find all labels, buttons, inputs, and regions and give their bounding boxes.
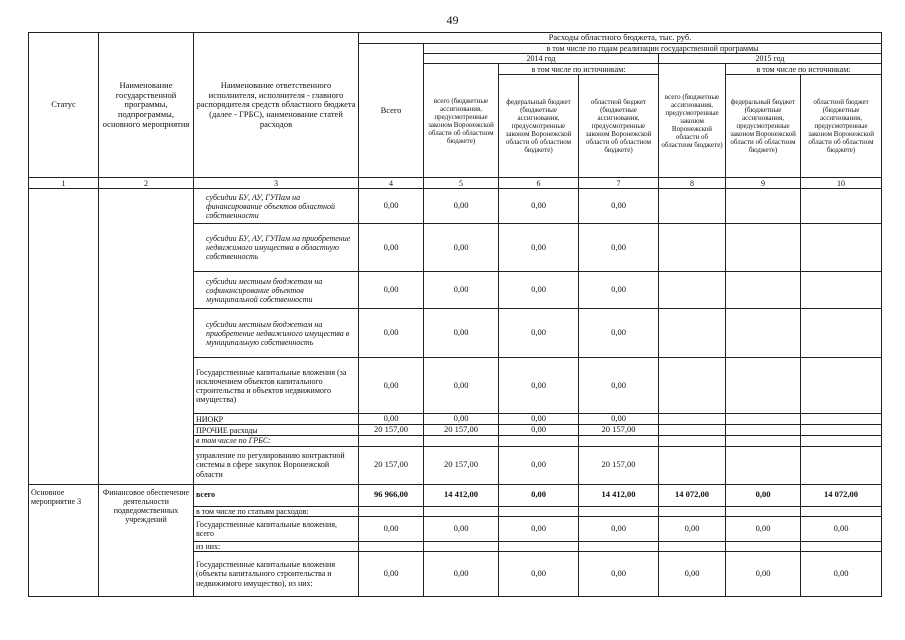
value-cell: 20 157,00 bbox=[359, 425, 424, 436]
value-cell: 0,00 bbox=[579, 309, 659, 358]
value-cell bbox=[801, 309, 882, 358]
column-number: 1 bbox=[29, 178, 99, 189]
header-year-2015: 2015 год bbox=[659, 54, 882, 64]
value-cell: 0,00 bbox=[499, 309, 579, 358]
value-cell: 0,00 bbox=[424, 414, 499, 425]
value-cell bbox=[726, 425, 801, 436]
value-cell bbox=[801, 358, 882, 414]
value-cell: 0,00 bbox=[499, 446, 579, 484]
value-cell: 0,00 bbox=[726, 484, 801, 506]
value-cell bbox=[359, 436, 424, 446]
value-cell: 0,00 bbox=[359, 516, 424, 541]
value-cell: 14 072,00 bbox=[659, 484, 726, 506]
value-cell bbox=[801, 189, 882, 224]
value-cell: 0,00 bbox=[424, 516, 499, 541]
column-number: 3 bbox=[194, 178, 359, 189]
header-federal-2014: федеральный бюджет (бюджетные ассигнования, предусмотренные законом Воронежской области об областном бюджете) bbox=[499, 75, 579, 178]
value-cell: 0,00 bbox=[579, 414, 659, 425]
value-cell: 0,00 bbox=[499, 516, 579, 541]
column-number: 4 bbox=[359, 178, 424, 189]
row-name: субсидии местным бюджетам на софинансирование объектов муниципальной собственности bbox=[194, 272, 359, 309]
value-cell: 0,00 bbox=[499, 224, 579, 272]
value-cell bbox=[726, 506, 801, 516]
value-cell: 0,00 bbox=[424, 189, 499, 224]
value-cell bbox=[726, 436, 801, 446]
row-name: управление по регулированию контрактной системы в сфере закупок Воронежской области bbox=[194, 446, 359, 484]
row-name: Государственные капитальные вложения (за исключением объектов капитального строительства и объектов недвижимого имущества) bbox=[194, 358, 359, 414]
row-name: Государственные капитальные вложения (объекты капитального строительства и недвижимого имущество), из них: bbox=[194, 551, 359, 596]
row-name: из них: bbox=[194, 541, 359, 551]
value-cell: 20 157,00 bbox=[579, 446, 659, 484]
value-cell bbox=[659, 436, 726, 446]
value-cell bbox=[659, 506, 726, 516]
value-cell bbox=[579, 506, 659, 516]
column-number: 2 bbox=[99, 178, 194, 189]
row-name: всего bbox=[194, 484, 359, 506]
row-name: НИОКР bbox=[194, 414, 359, 425]
value-cell bbox=[659, 541, 726, 551]
row-name: в том числе по ГРБС: bbox=[194, 436, 359, 446]
value-cell: 0,00 bbox=[659, 516, 726, 541]
value-cell: 0,00 bbox=[659, 551, 726, 596]
header-program-name: Наименование государственной программы, подпрограммы, основного мероприятия bbox=[99, 33, 194, 178]
header-sources-2014: в том числе по источникам: bbox=[499, 64, 659, 75]
value-cell: 14 412,00 bbox=[579, 484, 659, 506]
value-cell bbox=[659, 189, 726, 224]
value-cell bbox=[726, 309, 801, 358]
value-cell bbox=[801, 446, 882, 484]
value-cell bbox=[726, 541, 801, 551]
value-cell: 0,00 bbox=[359, 358, 424, 414]
header-regional-2015: областной бюджет (бюджетные ассигнования, предусмотренные законом Воронежской области об областном бюджете) bbox=[801, 75, 882, 178]
page-number: 49 bbox=[446, 13, 459, 27]
header-total-2015: всего (бюджетные ассигнования, предусмотренные законом Воронежской области об областном бюджете) bbox=[659, 64, 726, 178]
column-number: 8 bbox=[659, 178, 726, 189]
value-cell: 0,00 bbox=[359, 272, 424, 309]
value-cell: 0,00 bbox=[424, 358, 499, 414]
header-sources-2015: в том числе по источникам: bbox=[726, 64, 882, 75]
value-cell bbox=[726, 358, 801, 414]
event3-name: Финансовое обеспечение деятельности подведомственных учреждений bbox=[99, 484, 194, 596]
value-cell bbox=[801, 272, 882, 309]
value-cell bbox=[801, 436, 882, 446]
value-cell bbox=[659, 414, 726, 425]
value-cell: 0,00 bbox=[499, 414, 579, 425]
column-number: 10 bbox=[801, 178, 882, 189]
value-cell: 0,00 bbox=[424, 551, 499, 596]
value-cell: 0,00 bbox=[424, 272, 499, 309]
header-expenses: Расходы областного бюджета, тыс. руб. bbox=[359, 33, 882, 44]
value-cell: 0,00 bbox=[499, 189, 579, 224]
value-cell: 0,00 bbox=[579, 358, 659, 414]
value-cell bbox=[801, 414, 882, 425]
column-number: 9 bbox=[726, 178, 801, 189]
header-by-years: в том числе по годам реализации государственной программы bbox=[424, 44, 882, 54]
value-cell bbox=[579, 541, 659, 551]
header-federal-2015: федеральный бюджет (бюджетные ассигнования, предусмотренные законом Воронежской области об областном бюджете) bbox=[726, 75, 801, 178]
value-cell bbox=[499, 541, 579, 551]
value-cell: 0,00 bbox=[359, 189, 424, 224]
value-cell: 20 157,00 bbox=[424, 446, 499, 484]
value-cell bbox=[801, 506, 882, 516]
header-regional-2014: областной бюджет (бюджетные ассигнования, предусмотренные законом Воронежской области об областном бюджете) bbox=[579, 75, 659, 178]
value-cell: 0,00 bbox=[359, 551, 424, 596]
value-cell bbox=[659, 309, 726, 358]
header-total: Всего bbox=[359, 44, 424, 178]
value-cell bbox=[801, 224, 882, 272]
value-cell: 0,00 bbox=[424, 309, 499, 358]
row-name: Государственные капитальные вложения, всего bbox=[194, 516, 359, 541]
row-name: субсидии БУ, АУ, ГУПам на финансирование объектов областной собственности bbox=[194, 189, 359, 224]
value-cell bbox=[801, 425, 882, 436]
header-total-2014: всего (бюджетные ассигнования, предусмотренные законом Воронежской области об областном бюджете) bbox=[424, 64, 499, 178]
row-name: в том числе по статьям расходов: bbox=[194, 506, 359, 516]
value-cell bbox=[424, 436, 499, 446]
value-cell: 0,00 bbox=[801, 516, 882, 541]
value-cell bbox=[726, 414, 801, 425]
value-cell bbox=[726, 272, 801, 309]
row-name: ПРОЧИЕ расходы bbox=[194, 425, 359, 436]
value-cell bbox=[579, 436, 659, 446]
value-cell: 0,00 bbox=[359, 414, 424, 425]
event3-status: Основное мероприятие 3 bbox=[29, 484, 99, 596]
value-cell: 20 157,00 bbox=[579, 425, 659, 436]
value-cell bbox=[424, 506, 499, 516]
value-cell: 0,00 bbox=[359, 309, 424, 358]
value-cell bbox=[659, 425, 726, 436]
value-cell: 0,00 bbox=[359, 224, 424, 272]
value-cell: 0,00 bbox=[499, 551, 579, 596]
value-cell: 0,00 bbox=[579, 551, 659, 596]
value-cell bbox=[659, 272, 726, 309]
status-cell-empty bbox=[29, 189, 99, 484]
row-name: субсидии местным бюджетам на приобретение недвижимого имущества в муниципальную собственность bbox=[194, 309, 359, 358]
value-cell: 14 412,00 bbox=[424, 484, 499, 506]
value-cell bbox=[499, 506, 579, 516]
value-cell bbox=[726, 189, 801, 224]
value-cell: 0,00 bbox=[726, 551, 801, 596]
value-cell: 0,00 bbox=[726, 516, 801, 541]
value-cell bbox=[659, 358, 726, 414]
value-cell bbox=[726, 224, 801, 272]
value-cell: 0,00 bbox=[499, 484, 579, 506]
program-cell-empty bbox=[99, 189, 194, 484]
value-cell: 20 157,00 bbox=[359, 446, 424, 484]
value-cell bbox=[726, 446, 801, 484]
value-cell bbox=[359, 541, 424, 551]
budget-table bbox=[28, 32, 882, 597]
header-executor-name: Наименование ответственного исполнителя, исполнителя - главного распорядителя средств областного бюджета (далее - ГРБС), наименование статей расходов bbox=[194, 33, 359, 178]
value-cell: 0,00 bbox=[579, 516, 659, 541]
value-cell: 0,00 bbox=[424, 224, 499, 272]
value-cell: 20 157,00 bbox=[424, 425, 499, 436]
value-cell: 14 072,00 bbox=[801, 484, 882, 506]
value-cell bbox=[659, 446, 726, 484]
header-year-2014: 2014 год bbox=[424, 54, 659, 64]
value-cell: 0,00 bbox=[499, 272, 579, 309]
value-cell bbox=[359, 506, 424, 516]
column-number: 7 bbox=[579, 178, 659, 189]
value-cell: 0,00 bbox=[499, 425, 579, 436]
value-cell bbox=[424, 541, 499, 551]
value-cell bbox=[659, 224, 726, 272]
value-cell: 0,00 bbox=[801, 551, 882, 596]
value-cell bbox=[499, 436, 579, 446]
value-cell: 0,00 bbox=[579, 224, 659, 272]
value-cell bbox=[801, 541, 882, 551]
column-number: 5 bbox=[424, 178, 499, 189]
value-cell: 0,00 bbox=[579, 189, 659, 224]
value-cell: 0,00 bbox=[579, 272, 659, 309]
column-number: 6 bbox=[499, 178, 579, 189]
value-cell: 0,00 bbox=[499, 358, 579, 414]
row-name: субсидии БУ, АУ, ГУПам на приобретение недвижимого имущества в областную собственность bbox=[194, 224, 359, 272]
header-status: Статус bbox=[29, 33, 99, 178]
value-cell: 96 966,00 bbox=[359, 484, 424, 506]
